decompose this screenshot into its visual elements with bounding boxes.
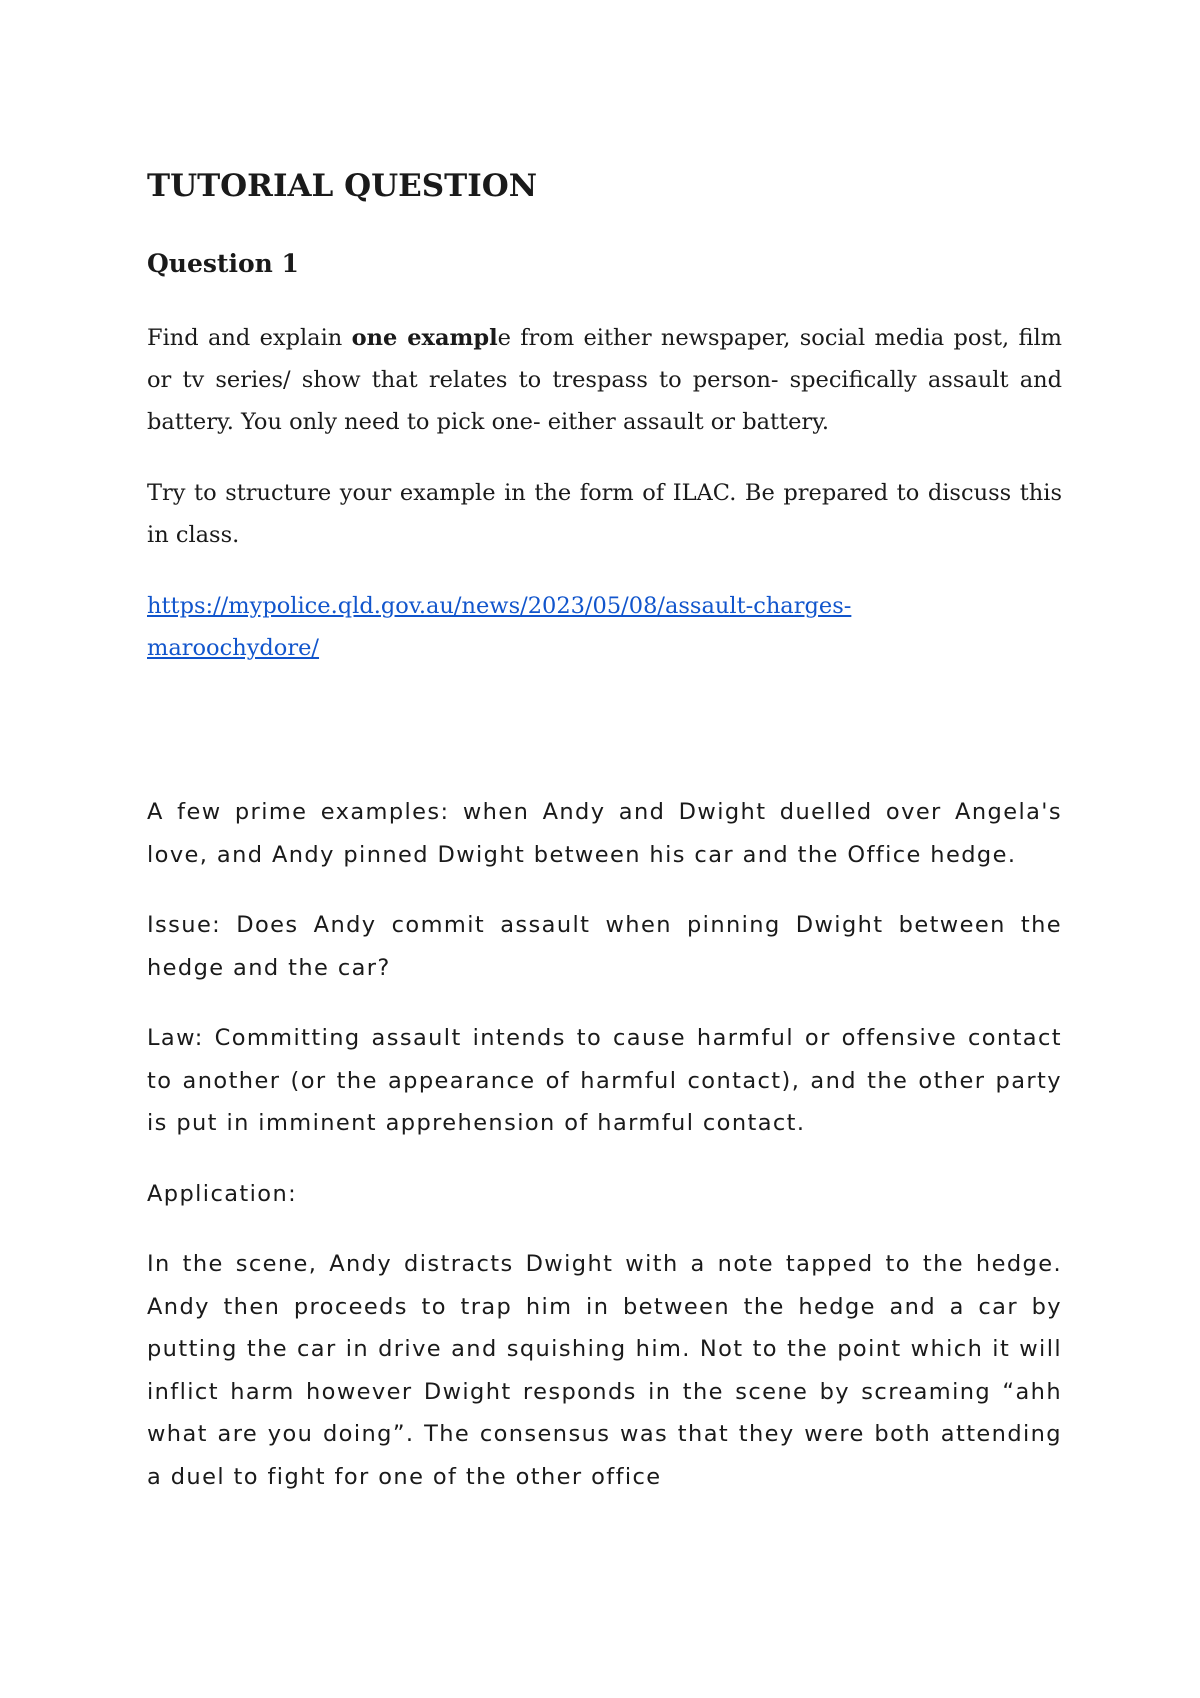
answer-issue: Issue: Does Andy commit assault when pinning Dwight between the hedge and the car? [147, 912, 1062, 981]
prompt-text-start: Find and explain [147, 325, 352, 352]
answer-law: Law: Committing assault intends to cause harmful or offensive contact to another (or the appearance of harmful contact), and the other party is put in imminent apprehension of harmful contact. [147, 1025, 1062, 1137]
prompt-text-end: e from either newspaper, social media post, film or tv series/ show that relates to trespass to person- specifically assault and battery. You only need to pick one- either assault or battery. [147, 325, 1062, 436]
answer-application-heading: Application: [147, 1180, 298, 1207]
answer-intro: A few prime examples: when Andy and Dwight duelled over Angela's love, and Andy pinned Dwight between his car and the Office hedge. [147, 799, 1062, 868]
document-title: TUTORIAL QUESTION [147, 168, 538, 204]
reference-link-line-1[interactable]: https://mypolice.qld.gov.au/news/2023/05/08/assault-charges- [147, 593, 852, 620]
prompt-bold-text: one exampl [351, 325, 498, 352]
ilac-instruction: Try to structure your example in the form of ILAC. Be prepared to discuss this in class. [147, 480, 1062, 549]
question-heading: Question 1 [147, 249, 299, 279]
question-prompt [147, 317, 1062, 443]
answer-application-text: In the scene, Andy distracts Dwight with a note tapped to the hedge. Andy then proceeds to trap him in between the hedge and a car by putting the car in drive and squishing him. Not to the point which it will inflict harm however Dwight responds in the scene by screaming “ahh what are you doing”. The consensus was that they were both attending a duel to fight for one of the other office [147, 1251, 1062, 1490]
document-body [147, 168, 1062, 1498]
reference-link-line-2[interactable]: maroochydore/ [147, 635, 320, 662]
blank-space [147, 669, 1062, 791]
reference-link[interactable] [147, 585, 1062, 669]
